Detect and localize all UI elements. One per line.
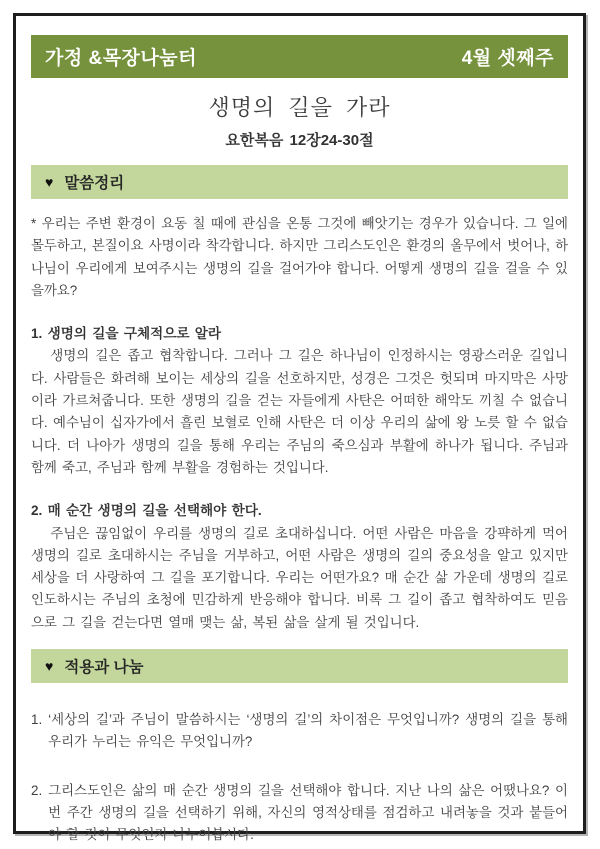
question-2-number: 2. [31, 782, 43, 798]
heart-icon: ♥ [45, 658, 54, 675]
point-2-heading: 2. 매 순간 생명의 길을 선택해야 한다. [31, 503, 262, 519]
header-left-title: 가정 &목장나눔터 [45, 48, 197, 69]
intro-paragraph: * 우리는 주변 환경이 요동 칠 때에 관심을 온통 그것에 빼앗기는 경우가 있습니다. 그 일에 몰두하고, 본질이요 사명이라 착각합니다. 하지만 그리스도인은 환경의 올무에서 벗어나, 하나님이 우리에게 보여주시는 생명의 길을 걸어가야 합니다. 어떻게 생명의 길을 걸을 수 있을까요? [31, 216, 568, 298]
question-2 [31, 780, 568, 847]
point-2-body: 주님은 끊임없이 우리를 생명의 길로 초대하십니다. 어떤 사람은 마음을 강퍅하게 먹어 생명의 길로 초대하시는 주님을 거부하고, 어떤 사람은 생명의 길의 중요성을 알고 있지만 세상을 더 사랑하여 그 길을 포기합니다. 우리는 어떤가요? 매 순간 삶 가운데 생명의 길로 인도하시는 주님의 초청에 민감하게 반응해야 합니다. 비록 그 길이 좁고 협착하여도 믿음으로 그 길을 걷는다면 열매 맺는 삶, 복된 삶을 살게 될 것입니다. [31, 525, 568, 630]
header-bar [31, 35, 568, 78]
question-1-number: 1. [31, 712, 43, 728]
scripture-reference: 요한복음 12장24-30절 [225, 132, 374, 149]
header-week-label: 4월 셋째주 [461, 48, 554, 69]
question-list [31, 709, 568, 846]
section-word-label: 말씀정리 [64, 175, 125, 192]
page-frame [13, 13, 586, 843]
section-heading-word [31, 165, 568, 199]
question-1 [31, 709, 568, 754]
point-1-heading: 1. 생명의 길을 구체적으로 알라 [31, 326, 222, 342]
question-2-text: 그리스도인은 삶의 매 순간 생명의 길을 선택해야 합니다. 지난 나의 삶은 어땠나요? 이번 주간 생명의 길을 선택하기 위해, 자신의 영적상태를 점검하고 내려놓을 것과 붙들어야 할 것이 무엇인지 나누어봅시다. [48, 782, 568, 843]
sermon-title: 생명의 길을 가라 [208, 95, 391, 120]
section-heading-application [31, 649, 568, 683]
heart-icon: ♥ [45, 174, 54, 190]
point-1 [31, 323, 568, 479]
point-2 [31, 500, 568, 634]
question-1-text: ‘세상의 길’과 주님이 말씀하시는 ‘생명의 길’의 차이점은 무엇입니까? 생명의 길을 통해 우리가 누리는 유익은 무엇입니까? [48, 712, 568, 750]
section-application-label: 적용과 나눔 [64, 659, 144, 677]
point-1-body: 생명의 길은 좁고 협착합니다. 그러나 그 길은 하나님이 인정하시는 영광스러운 길입니다. 사람들은 화려해 보이는 세상의 길을 선호하지만, 성경은 그것은 헛되며 마지막은 사망이라 가르쳐줍니다. 또한 생명의 길을 걷는 자들에게 사탄은 어떠한 해악도 끼칠 수 없습니다. 예수님이 십자가에서 흘린 보혈로 인해 사탄은 더 이상 우리의 삶에 왕 노릇 할 수 없습니다. 더 나아가 생명의 길을 통해 우리는 주님의 죽으심과 부활에 하나가 됩니다. 주님과 함께 죽고, 주님과 함께 부활을 경험하는 것입니다. [31, 348, 568, 475]
